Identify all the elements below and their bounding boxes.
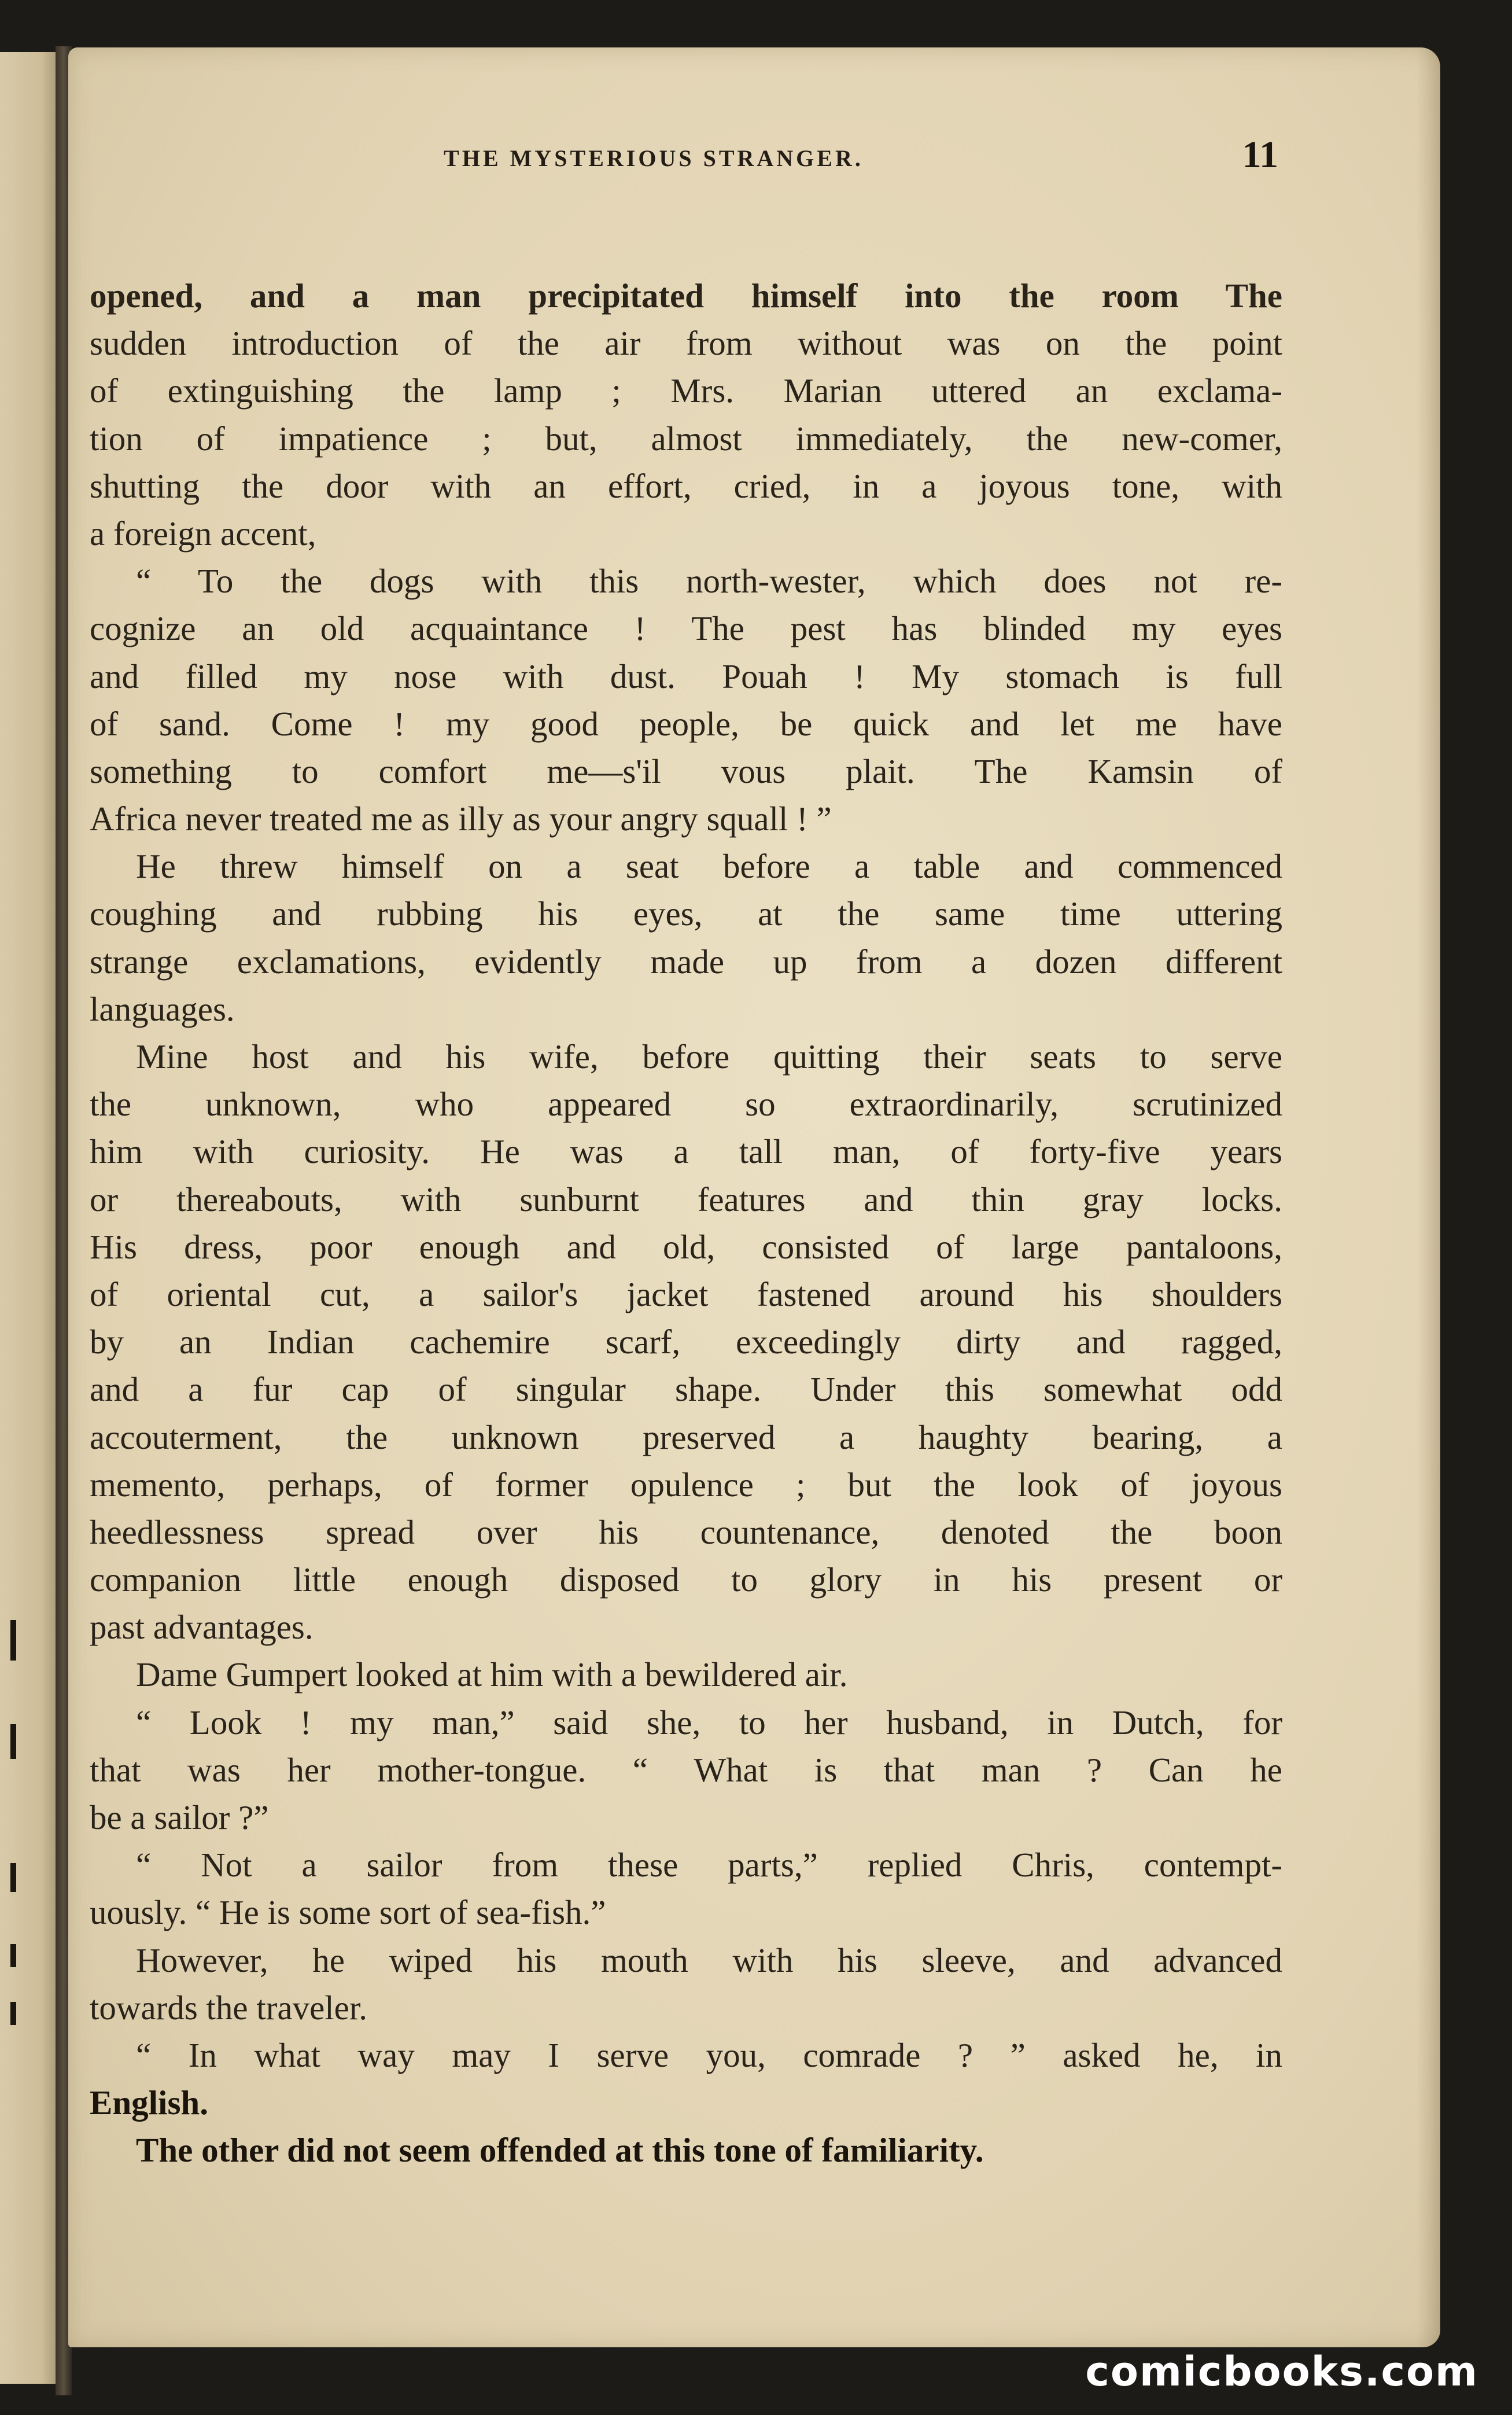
text-line: uously. “ He is some sort of sea-fish.” bbox=[90, 1893, 606, 1932]
text-line: of sand. Come ! my good people, be quick and let me have bbox=[90, 704, 1282, 743]
text-line: “ Not a sailor from these parts,” replied Chris, contempt- bbox=[136, 1846, 1282, 1884]
text-line: a foreign accent, bbox=[90, 514, 316, 553]
page-number: 11 bbox=[1242, 134, 1278, 176]
text-line: or thereabouts, with sunburnt features and thin gray locks. bbox=[90, 1180, 1282, 1218]
page-edge-shadow bbox=[1417, 47, 1440, 2347]
text-line: Africa never treated me as illy as your angry squall ! ” bbox=[90, 800, 832, 838]
text-line: past advantages. bbox=[90, 1608, 314, 1647]
text-line: coughing and rubbing his eyes, at the same time uttering bbox=[90, 894, 1282, 933]
text-line: accouterment, the unknown preserved a haughty bearing, a bbox=[90, 1418, 1282, 1456]
text-line: be a sailor ?” bbox=[90, 1798, 269, 1836]
text-line: His dress, poor enough and old, consisted of large pantaloons, bbox=[90, 1227, 1282, 1266]
text-line: “ To the dogs with this north-wester, which does not re- bbox=[136, 562, 1282, 601]
text-line: “ Look ! my man,” said she, to her husband, in Dutch, for bbox=[136, 1703, 1282, 1742]
text-line: heedlessness spread over his countenance, denoted the boon bbox=[90, 1512, 1282, 1551]
text-line: Mine host and his wife, before quitting their seats to serve bbox=[136, 1037, 1282, 1076]
text-line: shutting the door with an effort, cried, in a joyous tone, with bbox=[90, 466, 1282, 505]
text-line: He threw himself on a seat before a table and commenced bbox=[136, 847, 1282, 886]
text-line: of oriental cut, a sailor's jacket fastened around his shoulders bbox=[90, 1275, 1282, 1313]
text-line: of extinguishing the lamp ; Mrs. Marian uttered an exclama- bbox=[90, 371, 1282, 410]
watermark: comicbooks.com bbox=[1085, 2348, 1478, 2395]
body-text bbox=[90, 272, 1282, 2174]
text-line: strange exclamations, evidently made up from a dozen different bbox=[90, 942, 1282, 981]
text-line: opened, and a man precipitated himself into the room The bbox=[90, 277, 1282, 315]
text-line: the unknown, who appeared so extraordinarily, scrutinized bbox=[90, 1085, 1282, 1124]
text-line: memento, perhaps, of former opulence ; but the look of joyous bbox=[90, 1465, 1282, 1504]
text-line: and filled my nose with dust. Pouah ! My stomach is full bbox=[90, 657, 1282, 695]
text-line: However, he wiped his mouth with his sleeve, and advanced bbox=[136, 1941, 1282, 1979]
text-line: that was her mother-tongue. “ What is that man ? Can he bbox=[90, 1750, 1282, 1789]
text-line: him with curiosity. He was a tall man, of forty-five years bbox=[90, 1132, 1282, 1171]
text-line: towards the traveler. bbox=[90, 1988, 368, 2027]
text-line: cognize an old acquaintance ! The pest has blinded my eyes bbox=[90, 609, 1282, 648]
text-line: sudden introduction of the air from without was on the point bbox=[90, 324, 1282, 363]
text-line: and a fur cap of singular shape. Under this somewhat odd bbox=[90, 1370, 1282, 1409]
text-line: tion of impatience ; but, almost immediately, the new-comer, bbox=[90, 419, 1282, 458]
text-line: “ In what way may I serve you, comrade ? ” asked he, in bbox=[136, 2035, 1282, 2074]
running-head: THE MYSTERIOUS STRANGER. bbox=[444, 145, 864, 171]
text-line: English. bbox=[90, 2083, 208, 2122]
text-line: Dame Gumpert looked at him with a bewildered air. bbox=[136, 1655, 848, 1694]
text-line: The other did not seem offended at this tone of familiarity. bbox=[136, 2131, 984, 2170]
text-line: something to comfort me—s'il vous plait. The Kamsin of bbox=[90, 752, 1282, 790]
text-line: by an Indian cachemire scarf, exceedingly dirty and ragged, bbox=[90, 1323, 1282, 1361]
facing-page-margin-marks bbox=[10, 1620, 34, 2083]
text-line: languages. bbox=[90, 989, 235, 1028]
text-line: companion little enough disposed to glory in his present or bbox=[90, 1560, 1282, 1599]
